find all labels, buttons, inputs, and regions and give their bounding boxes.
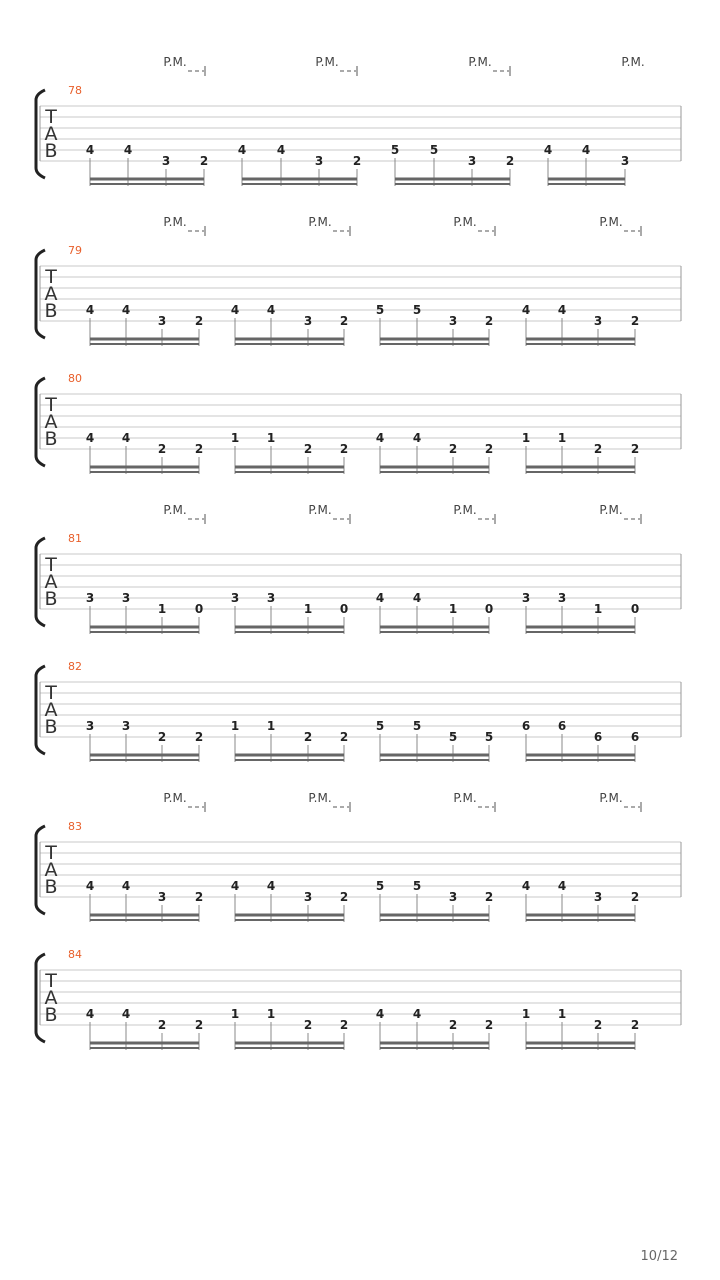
fret-number: 4 <box>412 591 422 605</box>
fret-number: 4 <box>85 143 95 157</box>
fret-number: 0 <box>194 602 204 616</box>
fret-number: 5 <box>375 879 385 893</box>
fret-number: 2 <box>194 1018 204 1032</box>
fret-number: 3 <box>121 591 131 605</box>
fret-number: 4 <box>121 431 131 445</box>
fret-number: 3 <box>121 719 131 733</box>
fret-number: 2 <box>303 1018 313 1032</box>
tab-letter-b: B <box>44 716 58 738</box>
fret-number: 3 <box>303 314 313 328</box>
fret-number: 2 <box>448 442 458 456</box>
palm-mute-label: P.M. <box>453 503 477 517</box>
fret-number: 4 <box>412 431 422 445</box>
tab-letter-t: T <box>45 842 57 864</box>
tab-letter-t: T <box>45 266 57 288</box>
fret-number: 3 <box>85 591 95 605</box>
measure-number: 81 <box>68 532 82 545</box>
fret-number: 5 <box>390 143 400 157</box>
fret-number: 3 <box>620 154 630 168</box>
fret-number: 4 <box>85 303 95 317</box>
fret-number: 2 <box>157 442 167 456</box>
tab-letter-b: B <box>44 588 58 610</box>
fret-number: 2 <box>199 154 209 168</box>
fret-number: 4 <box>557 879 567 893</box>
palm-mute-label: P.M. <box>308 791 332 805</box>
fret-number: 3 <box>157 890 167 904</box>
fret-number: 4 <box>276 143 286 157</box>
fret-number: 3 <box>303 890 313 904</box>
fret-number: 3 <box>593 890 603 904</box>
measure-number: 79 <box>68 244 82 257</box>
fret-number: 3 <box>448 314 458 328</box>
fret-number: 4 <box>123 143 133 157</box>
tab-letter-a: A <box>44 987 58 1009</box>
fret-number: 2 <box>630 442 640 456</box>
fret-number: 4 <box>85 1007 95 1021</box>
fret-number: 5 <box>412 879 422 893</box>
fret-number: 4 <box>121 879 131 893</box>
fret-number: 4 <box>375 591 385 605</box>
tab-letter-t: T <box>45 682 57 704</box>
fret-number: 2 <box>484 890 494 904</box>
tab-letter-b: B <box>44 140 58 162</box>
palm-mute-label: P.M. <box>163 215 187 229</box>
measure-number: 84 <box>68 948 82 961</box>
fret-number: 2 <box>339 730 349 744</box>
fret-number: 0 <box>339 602 349 616</box>
fret-number: 4 <box>121 1007 131 1021</box>
fret-number: 4 <box>237 143 247 157</box>
palm-mute-label: P.M. <box>453 215 477 229</box>
fret-number: 2 <box>157 730 167 744</box>
fret-number: 2 <box>484 442 494 456</box>
fret-number: 1 <box>230 431 240 445</box>
fret-number: 4 <box>521 303 531 317</box>
palm-mute-label: P.M. <box>315 55 339 69</box>
fret-number: 3 <box>314 154 324 168</box>
fret-number: 6 <box>521 719 531 733</box>
fret-number: 2 <box>352 154 362 168</box>
tab-letter-t: T <box>45 394 57 416</box>
palm-mute-label: P.M. <box>308 215 332 229</box>
fret-number: 2 <box>339 314 349 328</box>
fret-number: 1 <box>230 719 240 733</box>
fret-number: 2 <box>303 730 313 744</box>
fret-number: 1 <box>557 431 567 445</box>
tab-letter-a: A <box>44 859 58 881</box>
palm-mute-label: P.M. <box>599 791 623 805</box>
fret-number: 2 <box>339 890 349 904</box>
tab-letter-a: A <box>44 411 58 433</box>
fret-number: 2 <box>339 442 349 456</box>
fret-number: 1 <box>157 602 167 616</box>
tab-letter-b: B <box>44 300 58 322</box>
fret-number: 4 <box>266 303 276 317</box>
palm-mute-label: P.M. <box>308 503 332 517</box>
fret-number: 4 <box>230 303 240 317</box>
fret-number: 2 <box>484 1018 494 1032</box>
fret-number: 4 <box>266 879 276 893</box>
fret-number: 2 <box>593 442 603 456</box>
fret-number: 4 <box>85 879 95 893</box>
tab-letter-b: B <box>44 876 58 898</box>
fret-number: 1 <box>448 602 458 616</box>
fret-number: 5 <box>412 303 422 317</box>
fret-number: 4 <box>121 303 131 317</box>
fret-number: 2 <box>339 1018 349 1032</box>
tab-letter-a: A <box>44 571 58 593</box>
measure-number: 80 <box>68 372 82 385</box>
tab-letter-t: T <box>45 106 57 128</box>
palm-mute-label: P.M. <box>453 791 477 805</box>
fret-number: 3 <box>448 890 458 904</box>
fret-number: 4 <box>521 879 531 893</box>
fret-number: 0 <box>484 602 494 616</box>
fret-number: 4 <box>412 1007 422 1021</box>
fret-number: 3 <box>266 591 276 605</box>
measure-number: 83 <box>68 820 82 833</box>
palm-mute-label: P.M. <box>621 55 645 69</box>
fret-number: 1 <box>593 602 603 616</box>
fret-number: 2 <box>303 442 313 456</box>
fret-number: 1 <box>230 1007 240 1021</box>
fret-number: 2 <box>194 890 204 904</box>
fret-number: 2 <box>194 730 204 744</box>
fret-number: 3 <box>85 719 95 733</box>
tab-letter-a: A <box>44 283 58 305</box>
palm-mute-label: P.M. <box>599 215 623 229</box>
fret-number: 4 <box>581 143 591 157</box>
fret-number: 5 <box>412 719 422 733</box>
fret-number: 2 <box>505 154 515 168</box>
fret-number: 2 <box>630 1018 640 1032</box>
fret-number: 2 <box>194 442 204 456</box>
measure-number: 78 <box>68 84 82 97</box>
fret-number: 5 <box>375 303 385 317</box>
fret-number: 3 <box>157 314 167 328</box>
tab-letter-b: B <box>44 428 58 450</box>
fret-number: 2 <box>484 314 494 328</box>
fret-number: 1 <box>266 1007 276 1021</box>
tab-letter-t: T <box>45 970 57 992</box>
tab-letter-a: A <box>44 123 58 145</box>
fret-number: 6 <box>630 730 640 744</box>
fret-number: 4 <box>375 431 385 445</box>
tab-letter-b: B <box>44 1004 58 1026</box>
fret-number: 6 <box>557 719 567 733</box>
fret-number: 4 <box>85 431 95 445</box>
fret-number: 2 <box>157 1018 167 1032</box>
palm-mute-label: P.M. <box>163 503 187 517</box>
fret-number: 3 <box>161 154 171 168</box>
fret-number: 1 <box>521 1007 531 1021</box>
fret-number: 4 <box>375 1007 385 1021</box>
fret-number: 2 <box>194 314 204 328</box>
fret-number: 3 <box>521 591 531 605</box>
tab-letter-a: A <box>44 699 58 721</box>
fret-number: 5 <box>484 730 494 744</box>
fret-number: 1 <box>303 602 313 616</box>
palm-mute-label: P.M. <box>163 55 187 69</box>
fret-number: 2 <box>448 1018 458 1032</box>
fret-number: 3 <box>467 154 477 168</box>
fret-number: 4 <box>230 879 240 893</box>
fret-number: 5 <box>429 143 439 157</box>
measure-number: 82 <box>68 660 82 673</box>
fret-number: 5 <box>448 730 458 744</box>
fret-number: 1 <box>557 1007 567 1021</box>
fret-number: 5 <box>375 719 385 733</box>
fret-number: 2 <box>630 890 640 904</box>
fret-number: 1 <box>266 719 276 733</box>
palm-mute-label: P.M. <box>468 55 492 69</box>
fret-number: 3 <box>557 591 567 605</box>
palm-mute-label: P.M. <box>599 503 623 517</box>
page-number: 10/12 <box>640 1249 678 1264</box>
fret-number: 1 <box>521 431 531 445</box>
fret-number: 4 <box>543 143 553 157</box>
fret-number: 4 <box>557 303 567 317</box>
fret-number: 0 <box>630 602 640 616</box>
tab-letter-t: T <box>45 554 57 576</box>
fret-number: 3 <box>593 314 603 328</box>
fret-number: 3 <box>230 591 240 605</box>
fret-number: 2 <box>593 1018 603 1032</box>
fret-number: 1 <box>266 431 276 445</box>
palm-mute-label: P.M. <box>163 791 187 805</box>
fret-number: 2 <box>630 314 640 328</box>
fret-number: 6 <box>593 730 603 744</box>
